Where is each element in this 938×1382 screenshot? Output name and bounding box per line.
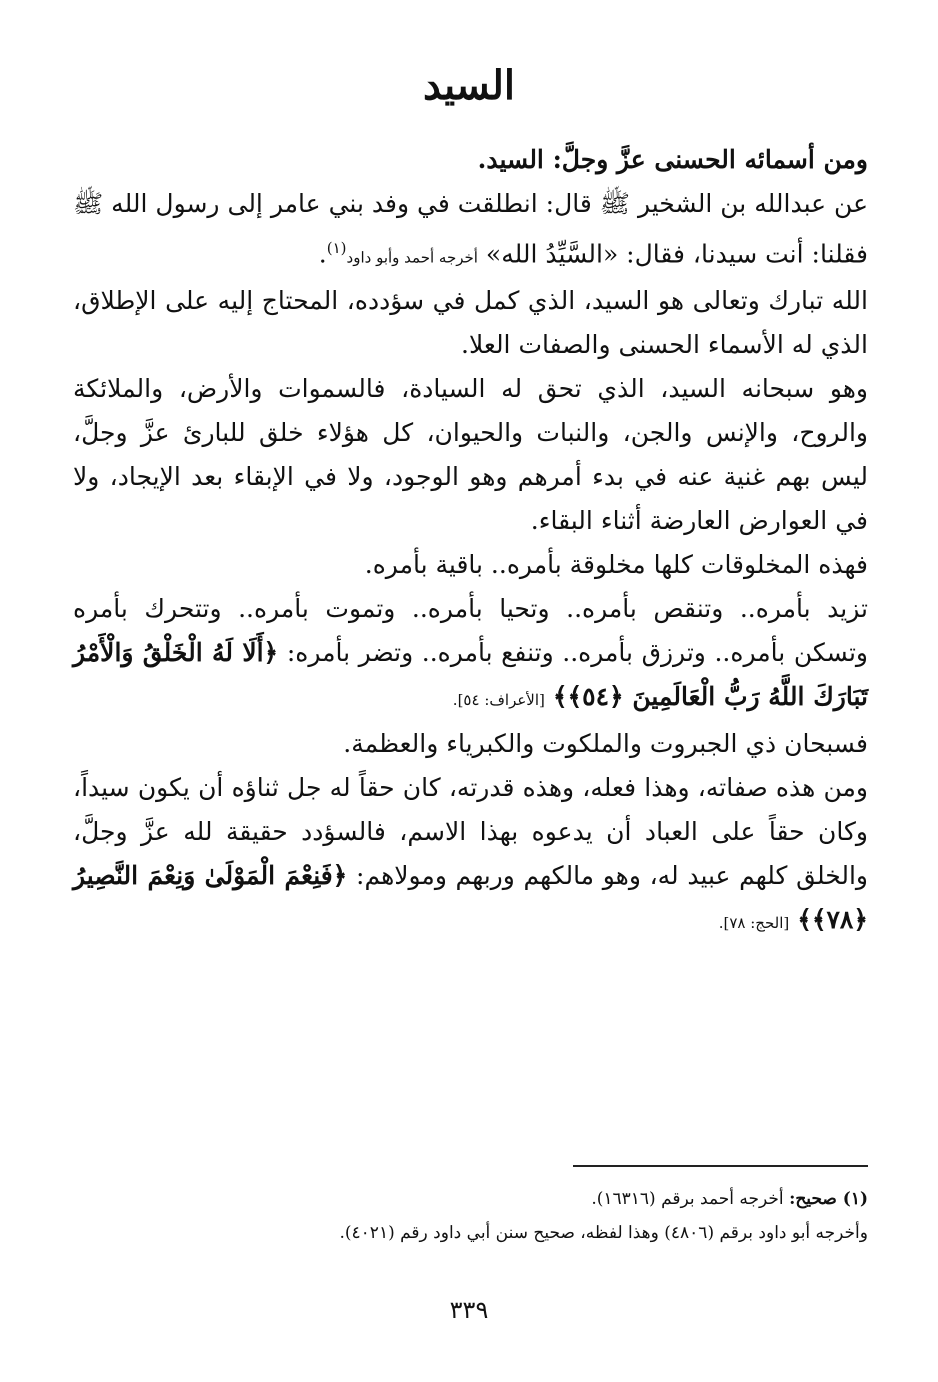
hadith-line-2: فقلنا: أنت سيدنا، فقال: «السَّيِّدُ الله» bbox=[485, 239, 868, 269]
page-number: ٣٣٩ bbox=[449, 1296, 489, 1324]
footnote-1-text: أخرجه أحمد برقم (١٦٣١٦). bbox=[591, 1189, 784, 1209]
main-text bbox=[73, 138, 868, 945]
footnote-2: وأخرجه أبو داود برقم (٤٨٠٦) وهذا لفظه، صحيح سنن أبي داود رقم (٤٠٢١). bbox=[339, 1223, 868, 1243]
paragraph-3: فهذه المخلوقات كلها مخلوقة بأمره.. باقية بأمره. bbox=[364, 550, 868, 580]
footnote-1 bbox=[73, 1182, 868, 1216]
footnote-divider bbox=[573, 1165, 868, 1167]
quran-verse-2: ﴿فَنِعْمَ الْمَوْلَىٰ وَنِعْمَ النَّصِيرُ ﴿٧٨﴾﴾ bbox=[73, 861, 868, 935]
quran-ref-1: [الأعراف: ٥٤]. bbox=[452, 691, 545, 710]
paragraph-quran-2 bbox=[73, 766, 868, 945]
paragraph-quran-2-text: ومن هذه صفاته، وهذا فعله، وهذه قدرته، كان حقاً له جل ثناؤه أن يكون سيداً، وكان حقاً على العباد أن يدعوه بهذا الاسم، فالسؤدد حقيقة لله عزَّ وجلَّ، والخلق كلهم عبيد له، وهو مالكهم وربهم ومولاهم: bbox=[73, 773, 869, 891]
paragraph-2: وهو سبحانه السيد، الذي تحق له السيادة، فالسموات والأرض، والملائكة والروح، والإنس والجن، والنبات والحيوان، كل هؤلاء خلق للبارئ عزَّ وجلَّ، ليس بهم غنية عنه في بدء أمرهم وهو الوجود، ولا في الإبقاء بعد الإيجاد، ولا في العوارض العارضة أثناء البقاء. bbox=[73, 374, 868, 536]
hadith-line-1: عن عبدالله بن الشخير ﷺ قال: انطلقت في وفد بني عامر إلى رسول الله ﷺ bbox=[73, 189, 868, 218]
quran-verse-1: ﴿أَلَا لَهُ الْخَلْقُ وَالْأَمْرُ تَبَارَكَ اللَّهُ رَبُّ الْعَالَمِينَ ﴿٥٤﴾﴾ bbox=[73, 638, 868, 712]
footnote-marker: (١) bbox=[326, 239, 347, 257]
footnotes bbox=[73, 1182, 868, 1250]
footnote-1-grade: (١) صحيح: bbox=[789, 1189, 868, 1209]
paragraph-1: الله تبارك وتعالى هو السيد، الذي كمل في سؤدده، المحتاج إليه على الإطلاق، الذي له الأسماء الحسنى والصفات العلا. bbox=[73, 286, 868, 360]
hadith-note: أخرجه أحمد وأبو داود bbox=[346, 248, 478, 267]
paragraph-quran-1-text: تزيد بأمره.. وتنقص بأمره.. وتحيا بأمره.. وتموت بأمره.. وتتحرك بأمره وتسكن بأمره.. وترزق بأمره.. وتنفع بأمره.. وتضر بأمره: bbox=[73, 594, 868, 668]
intro-line: ومن أسمائه الحسنى عزَّ وجلَّ: السيد. bbox=[477, 145, 868, 174]
paragraph-quran-1 bbox=[73, 587, 868, 722]
paragraph-glory: فسبحان ذي الجبروت والملكوت والكبرياء والعظمة. bbox=[343, 729, 868, 759]
quran-ref-2: [الحج: ٧٨]. bbox=[718, 914, 790, 933]
hadith-paragraph: عن عبدالله بن الشخير ﷺ قال: انطلقت في وفد بني عامر إلى رسول الله ﷺ فقلنا: أنت سيدنا، فقال: «السَّيِّدُ الله» أخرجه أحمد وأبو داود$^{(١)}$. bbox=[73, 189, 868, 269]
page-title: السيد bbox=[422, 62, 516, 109]
